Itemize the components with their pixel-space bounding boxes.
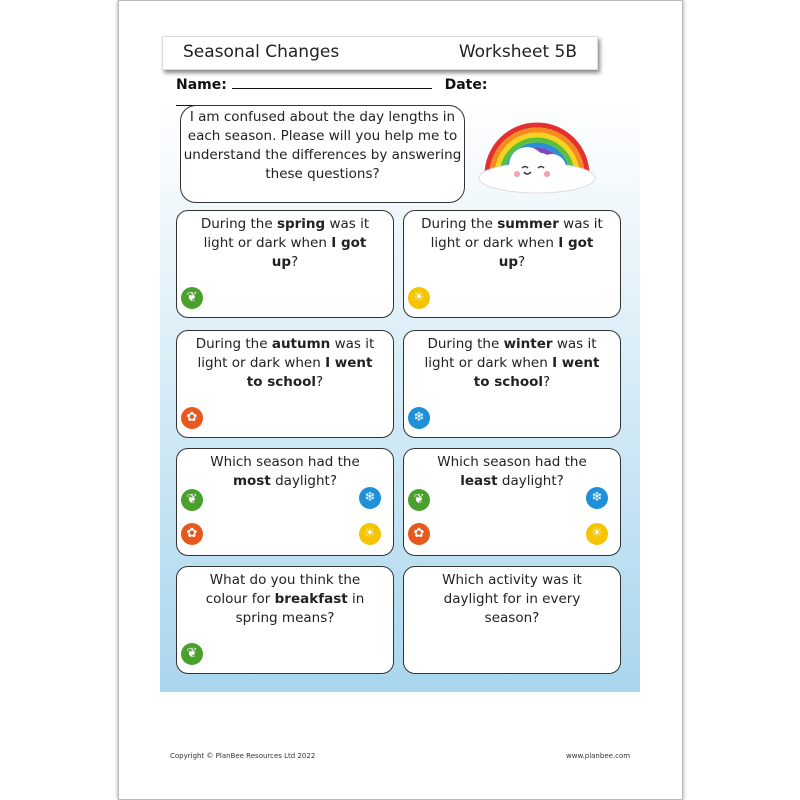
worksheet-number: Worksheet 5B: [458, 42, 577, 62]
question-text: ?: [543, 374, 551, 390]
question-card[interactable]: [403, 566, 621, 674]
speech-bubble: I am confused about the day lengths in each season. Please will you help me to understand the differences by answering these questions?: [180, 105, 465, 203]
sun-icon: ☀: [359, 523, 381, 545]
question-card[interactable]: [403, 330, 621, 438]
autumn-leaf-icon: ✿: [181, 407, 203, 429]
question-text: During the: [200, 216, 277, 232]
question-text: ?: [291, 254, 299, 270]
date-label: Date:: [444, 77, 488, 93]
question-text: daylight?: [270, 473, 338, 489]
question-text: ?: [316, 374, 324, 390]
leaf-icon: ❦: [181, 287, 203, 309]
question-emphasis: breakfast: [274, 591, 348, 607]
question-text: was it light or dark when: [424, 336, 597, 371]
question-text: ?: [518, 254, 526, 270]
question-text: in spring means?: [235, 591, 365, 626]
question-text: daylight?: [497, 473, 564, 489]
question-emphasis: I went to school: [473, 355, 600, 390]
question-text: was it light or dark when: [203, 216, 370, 251]
leaf-icon: ❦: [408, 489, 430, 511]
question-card[interactable]: [403, 448, 621, 556]
snowflake-icon: ❄: [408, 407, 430, 429]
question-emphasis: I went to school: [246, 355, 373, 390]
leaf-icon: ❦: [181, 489, 203, 511]
question-emphasis: autumn: [271, 336, 331, 352]
question-text: During the: [427, 336, 504, 352]
autumn-leaf-icon: ✿: [181, 523, 203, 545]
leaf-icon: ❦: [181, 643, 203, 665]
sun-icon: ☀: [408, 287, 430, 309]
question-emphasis: spring: [276, 216, 326, 232]
question-emphasis: least: [460, 473, 498, 489]
name-field[interactable]: [232, 76, 432, 89]
question-text: During the: [195, 336, 272, 352]
question-card[interactable]: [176, 448, 394, 556]
question-emphasis: most: [232, 473, 271, 489]
question-text: was it light or dark when: [430, 216, 603, 251]
question-card[interactable]: [176, 566, 394, 674]
website-text: www.planbee.com: [566, 752, 631, 760]
question-emphasis: I got up: [271, 235, 367, 270]
snowflake-icon: ❄: [359, 487, 381, 509]
question-text: What do you think the colour for: [205, 572, 361, 607]
worksheet-title: Seasonal Changes: [183, 42, 340, 62]
question-emphasis: winter: [503, 336, 553, 352]
question-card[interactable]: [176, 330, 394, 438]
question-text: Which season had the: [210, 454, 360, 470]
rainbow-cloud-icon: [472, 110, 602, 195]
question-card[interactable]: [403, 210, 621, 318]
question-text: During the: [421, 216, 498, 232]
autumn-leaf-icon: ✿: [408, 523, 430, 545]
snowflake-icon: ❄: [586, 487, 608, 509]
copyright-text: Copyright © PlanBee Resources Ltd 2022: [170, 752, 316, 760]
question-emphasis: summer: [497, 216, 559, 232]
question-text: Which activity was it daylight for in every season?: [442, 572, 582, 626]
question-text: Which season had the: [437, 454, 587, 470]
question-text: was it light or dark when: [197, 336, 375, 371]
question-card[interactable]: [176, 210, 394, 318]
title-bar: [162, 36, 598, 70]
sun-icon: ☀: [586, 523, 608, 545]
name-label: Name:: [176, 77, 227, 93]
question-emphasis: I got up: [498, 235, 594, 270]
